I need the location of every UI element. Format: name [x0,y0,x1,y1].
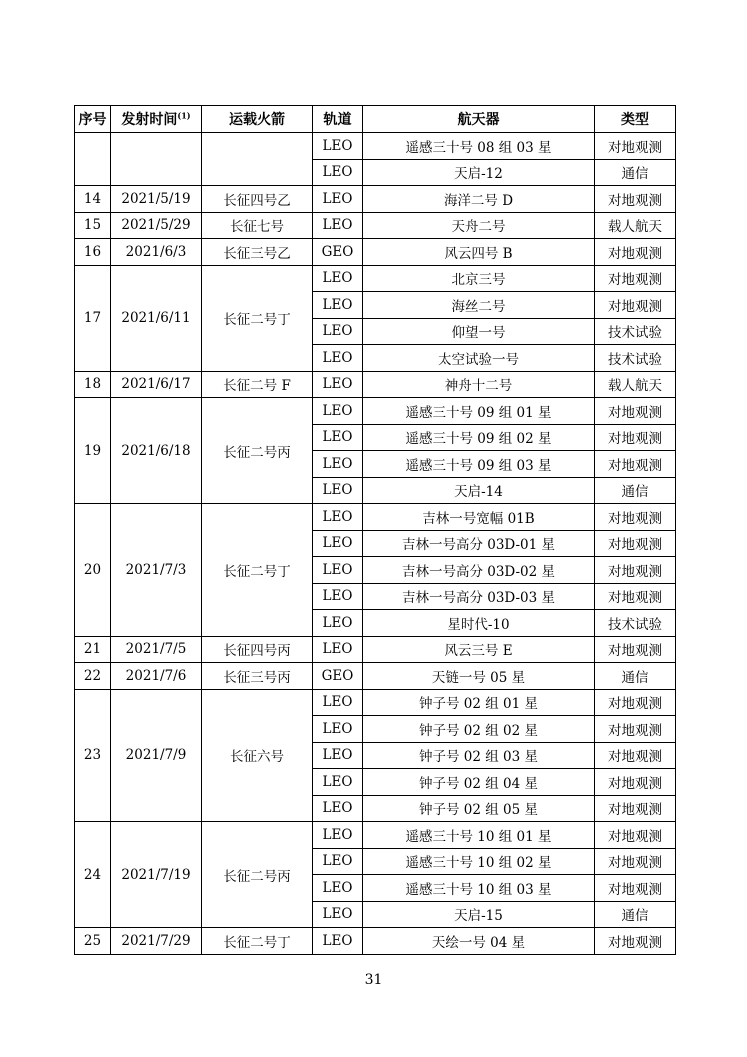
cell-seq: 21 [75,636,111,663]
cell-seq: 24 [75,822,111,928]
cell-orbit: LEO [313,424,363,451]
cell-type: 技术试验 [595,345,676,372]
cell-type: 对地观测 [595,557,676,584]
cell-type: 通信 [595,477,676,504]
cell-spacecraft: 遥感三十号 09 组 03 星 [363,451,595,478]
cell-rocket: 长征二号丁 [202,504,313,637]
cell-spacecraft: 遥感三十号 10 组 03 星 [363,875,595,902]
cell-type: 对地观测 [595,928,676,955]
cell-orbit: LEO [313,265,363,292]
cell-orbit: LEO [313,875,363,902]
cell-rocket: 长征二号 F [202,371,313,398]
cell-type: 载人航天 [595,212,676,239]
cell-orbit: LEO [313,901,363,928]
cell-launch-date: 2021/7/3 [111,504,202,637]
cell-type: 对地观测 [595,265,676,292]
cell-spacecraft: 吉林一号高分 03D-02 星 [363,557,595,584]
cell-type: 对地观测 [595,583,676,610]
cell-type: 对地观测 [595,504,676,531]
cell-type: 对地观测 [595,822,676,849]
cell-seq: 20 [75,504,111,637]
cell-type: 载人航天 [595,371,676,398]
cell-spacecraft: 天绘一号 04 星 [363,928,595,955]
cell-type: 对地观测 [595,848,676,875]
cell-rocket: 长征二号丁 [202,928,313,955]
cell-seq: 25 [75,928,111,955]
cell-spacecraft: 北京三号 [363,265,595,292]
cell-orbit: LEO [313,795,363,822]
cell-type: 对地观测 [595,186,676,213]
table-row [75,239,676,266]
cell-spacecraft: 遥感三十号 08 组 03 星 [363,133,595,160]
cell-orbit: LEO [313,636,363,663]
header-seq: 序号 [75,106,111,133]
table-row [75,133,676,160]
cell-orbit: LEO [313,928,363,955]
cell-orbit: LEO [313,345,363,372]
cell-type: 对地观测 [595,769,676,796]
cell-launch-date: 2021/5/29 [111,212,202,239]
cell-orbit: GEO [313,239,363,266]
cell-seq: 16 [75,239,111,266]
cell-spacecraft: 钟子号 02 组 05 星 [363,795,595,822]
cell-type: 对地观测 [595,398,676,425]
cell-orbit: LEO [313,742,363,769]
cell-type: 对地观测 [595,451,676,478]
cell-spacecraft: 天舟二号 [363,212,595,239]
cell-type: 对地观测 [595,716,676,743]
cell-seq [75,133,111,186]
header-orbit: 轨道 [313,106,363,133]
header-launch-time-footnote: (1) [177,110,191,121]
table-body [75,133,676,955]
cell-orbit: LEO [313,212,363,239]
cell-seq: 17 [75,265,111,371]
cell-orbit: LEO [313,848,363,875]
table-row [75,663,676,690]
cell-type: 对地观测 [595,636,676,663]
cell-spacecraft: 太空试验一号 [363,345,595,372]
table-header-row [75,106,676,133]
page-number: 31 [364,972,383,988]
table-row [75,212,676,239]
cell-orbit: LEO [313,557,363,584]
cell-spacecraft: 天链一号 05 星 [363,663,595,690]
cell-launch-date: 2021/5/19 [111,186,202,213]
cell-orbit: LEO [313,398,363,425]
cell-rocket: 长征三号丙 [202,663,313,690]
cell-orbit: LEO [313,716,363,743]
cell-launch-date [111,133,202,186]
header-rocket: 运载火箭 [202,106,313,133]
header-type: 类型 [595,106,676,133]
cell-rocket [202,133,313,186]
table-row [75,636,676,663]
cell-orbit: LEO [313,530,363,557]
cell-spacecraft: 海洋二号 D [363,186,595,213]
cell-launch-date: 2021/6/11 [111,265,202,371]
cell-seq: 23 [75,689,111,822]
cell-spacecraft: 海丝二号 [363,292,595,319]
cell-spacecraft: 钟子号 02 组 03 星 [363,742,595,769]
cell-spacecraft: 吉林一号高分 03D-01 星 [363,530,595,557]
cell-launch-date: 2021/6/18 [111,398,202,504]
cell-spacecraft: 遥感三十号 10 组 02 星 [363,848,595,875]
table-row [75,822,676,849]
cell-type: 技术试验 [595,610,676,637]
cell-type: 对地观测 [595,795,676,822]
cell-seq: 14 [75,186,111,213]
cell-spacecraft: 风云三号 E [363,636,595,663]
table-row [75,928,676,955]
cell-spacecraft: 天启-14 [363,477,595,504]
cell-spacecraft: 神舟十二号 [363,371,595,398]
cell-spacecraft: 吉林一号高分 03D-03 星 [363,583,595,610]
header-launch-time-label: 发射时间 [121,112,178,128]
cell-type: 通信 [595,663,676,690]
cell-type: 技术试验 [595,318,676,345]
launch-table [74,105,676,955]
table-row [75,689,676,716]
cell-type: 对地观测 [595,689,676,716]
cell-orbit: LEO [313,610,363,637]
cell-spacecraft: 星时代-10 [363,610,595,637]
cell-orbit: LEO [313,504,363,531]
cell-orbit: LEO [313,133,363,160]
cell-type: 对地观测 [595,530,676,557]
cell-orbit: LEO [313,822,363,849]
cell-spacecraft: 风云四号 B [363,239,595,266]
cell-type: 对地观测 [595,424,676,451]
cell-rocket: 长征四号丙 [202,636,313,663]
cell-rocket: 长征二号丁 [202,265,313,371]
table-row [75,398,676,425]
cell-seq: 18 [75,371,111,398]
cell-launch-date: 2021/7/5 [111,636,202,663]
cell-type: 对地观测 [595,133,676,160]
cell-orbit: LEO [313,371,363,398]
cell-rocket: 长征七号 [202,212,313,239]
cell-spacecraft: 吉林一号宽幅 01B [363,504,595,531]
cell-orbit: LEO [313,451,363,478]
cell-orbit: LEO [313,769,363,796]
cell-spacecraft: 遥感三十号 09 组 02 星 [363,424,595,451]
cell-orbit: GEO [313,663,363,690]
cell-orbit: LEO [313,159,363,186]
header-launch-time [111,106,202,133]
cell-rocket: 长征四号乙 [202,186,313,213]
cell-orbit: LEO [313,292,363,319]
cell-spacecraft: 钟子号 02 组 02 星 [363,716,595,743]
cell-rocket: 长征二号丙 [202,822,313,928]
cell-launch-date: 2021/7/29 [111,928,202,955]
cell-type: 对地观测 [595,292,676,319]
cell-orbit: LEO [313,186,363,213]
table-row [75,504,676,531]
cell-spacecraft: 遥感三十号 10 组 01 星 [363,822,595,849]
cell-launch-date: 2021/6/17 [111,371,202,398]
cell-orbit: LEO [313,689,363,716]
header-spacecraft: 航天器 [363,106,595,133]
table-row [75,371,676,398]
cell-launch-date: 2021/7/6 [111,663,202,690]
cell-type: 对地观测 [595,742,676,769]
cell-seq: 19 [75,398,111,504]
cell-orbit: LEO [313,477,363,504]
cell-type: 通信 [595,159,676,186]
cell-spacecraft: 钟子号 02 组 01 星 [363,689,595,716]
cell-spacecraft: 仰望一号 [363,318,595,345]
cell-rocket: 长征三号乙 [202,239,313,266]
cell-type: 对地观测 [595,239,676,266]
cell-seq: 15 [75,212,111,239]
cell-spacecraft: 天启-15 [363,901,595,928]
cell-spacecraft: 遥感三十号 09 组 01 星 [363,398,595,425]
cell-spacecraft: 天启-12 [363,159,595,186]
cell-type: 对地观测 [595,875,676,902]
table-row [75,265,676,292]
cell-launch-date: 2021/6/3 [111,239,202,266]
cell-type: 通信 [595,901,676,928]
cell-rocket: 长征二号丙 [202,398,313,504]
cell-seq: 22 [75,663,111,690]
cell-launch-date: 2021/7/9 [111,689,202,822]
cell-rocket: 长征六号 [202,689,313,822]
cell-spacecraft: 钟子号 02 组 04 星 [363,769,595,796]
table-row [75,186,676,213]
cell-orbit: LEO [313,583,363,610]
cell-orbit: LEO [313,318,363,345]
cell-launch-date: 2021/7/19 [111,822,202,928]
